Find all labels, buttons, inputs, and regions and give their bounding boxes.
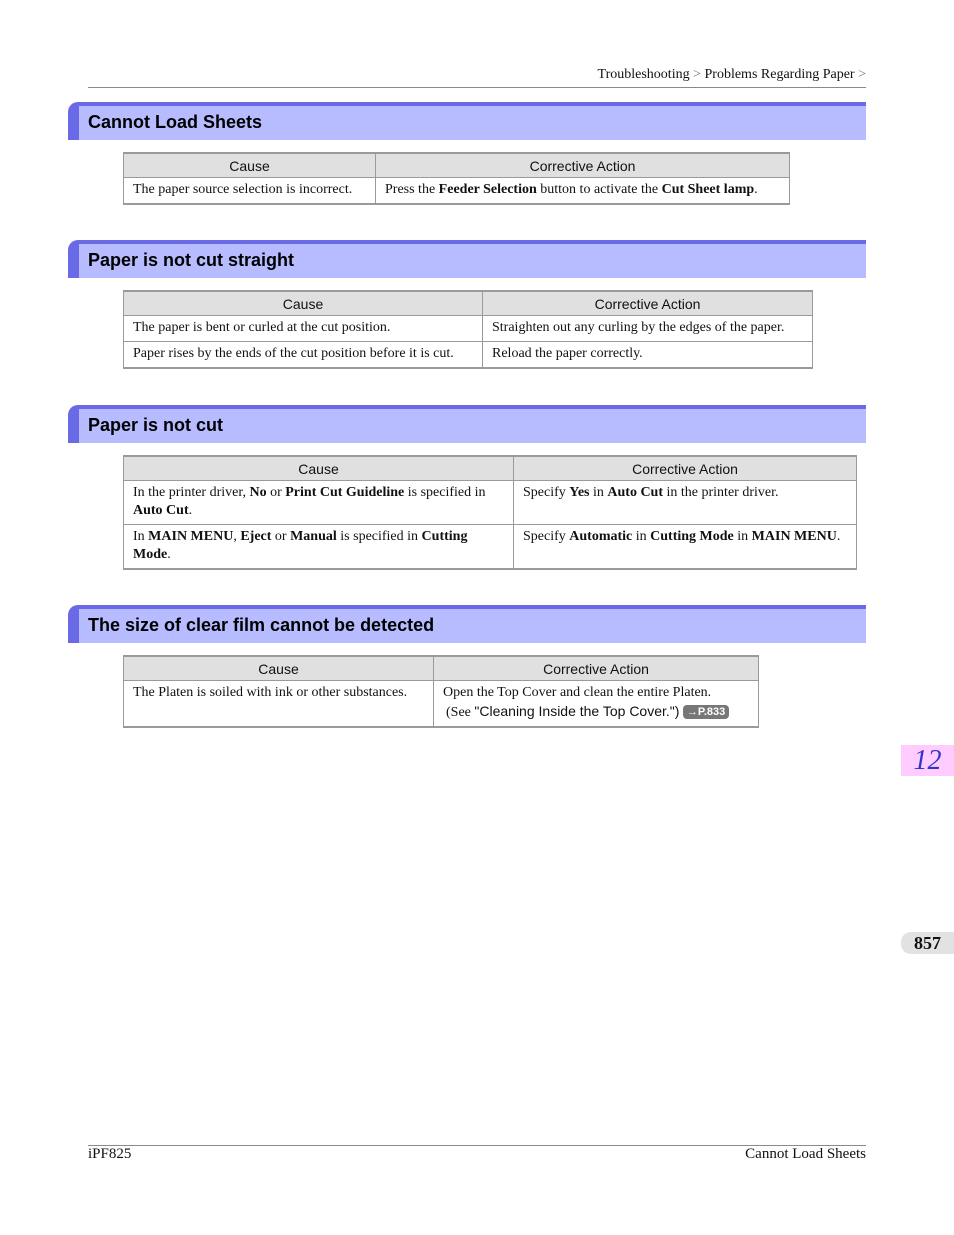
column-header-cause: Cause [124, 291, 483, 316]
breadcrumb [598, 67, 866, 83]
section-heading-clear-film-size [68, 605, 866, 643]
column-header-corrective-action: Corrective Action [434, 656, 759, 681]
footer-model: iPF825 [88, 1146, 132, 1162]
column-header-cause: Cause [124, 153, 376, 178]
table-row [124, 681, 759, 728]
chapter-tab[interactable]: 12 [901, 745, 954, 776]
action-cell: Open the Top Cover and clean the entire Platen. (See "Cleaning Inside the Top Cover.") →P.833 [434, 681, 759, 728]
column-header-cause: Cause [124, 656, 434, 681]
table-row [124, 342, 813, 369]
section-heading-cannot-load-sheets [68, 102, 866, 140]
breadcrumb-problems-regarding-paper[interactable]: Problems Regarding Paper [704, 67, 855, 82]
column-header-corrective-action: Corrective Action [376, 153, 790, 178]
table-row [124, 178, 790, 205]
section-title: Paper is not cut [88, 415, 224, 435]
section-heading-paper-not-cut [68, 405, 866, 443]
cause-action-table [123, 655, 759, 728]
cause-cell: In MAIN MENU, Eject or Manual is specified in Cutting Mode. [124, 525, 514, 570]
column-header-corrective-action: Corrective Action [514, 456, 857, 481]
header-rule [88, 87, 866, 88]
cause-cell: The paper is bent or curled at the cut position. [124, 316, 483, 342]
action-cell: Specify Yes in Auto Cut in the printer driver. [514, 481, 857, 525]
breadcrumb-troubleshooting[interactable]: Troubleshooting [597, 67, 690, 82]
action-cell: Specify Automatic in Cutting Mode in MAIN MENU. [514, 525, 857, 570]
table-row [124, 481, 857, 525]
section-heading-paper-not-cut-straight [68, 240, 866, 278]
see-reference-prefix: (See [446, 705, 475, 720]
column-header-corrective-action: Corrective Action [483, 291, 813, 316]
cause-cell: Paper rises by the ends of the cut position before it is cut. [124, 342, 483, 369]
action-cell: Press the Feeder Selection button to activate the Cut Sheet lamp. [376, 178, 790, 205]
section-title: The size of clear film cannot be detected [88, 615, 435, 635]
see-reference-link[interactable]: "Cleaning Inside the Top Cover.") [474, 703, 680, 719]
page-number-tab: 857 [901, 932, 954, 954]
page-reference-badge[interactable]: →P.833 [683, 705, 729, 719]
action-cell: Reload the paper correctly. [483, 342, 813, 369]
section-title: Paper is not cut straight [88, 250, 295, 270]
table-row [124, 316, 813, 342]
cause-action-table [123, 455, 857, 570]
breadcrumb-separator: > [858, 67, 866, 82]
cause-cell: In the printer driver, No or Print Cut Guideline is specified in Auto Cut. [124, 481, 514, 525]
cause-action-table [123, 152, 790, 205]
section-title: Cannot Load Sheets [88, 112, 263, 132]
table-row [124, 525, 857, 570]
breadcrumb-separator: > [693, 67, 701, 82]
column-header-cause: Cause [124, 456, 514, 481]
footer-section-title: Cannot Load Sheets [745, 1146, 866, 1162]
cause-action-table [123, 290, 813, 369]
cause-cell: The paper source selection is incorrect. [124, 178, 376, 205]
cause-cell: The Platen is soiled with ink or other substances. [124, 681, 434, 728]
action-cell: Straighten out any curling by the edges of the paper. [483, 316, 813, 342]
